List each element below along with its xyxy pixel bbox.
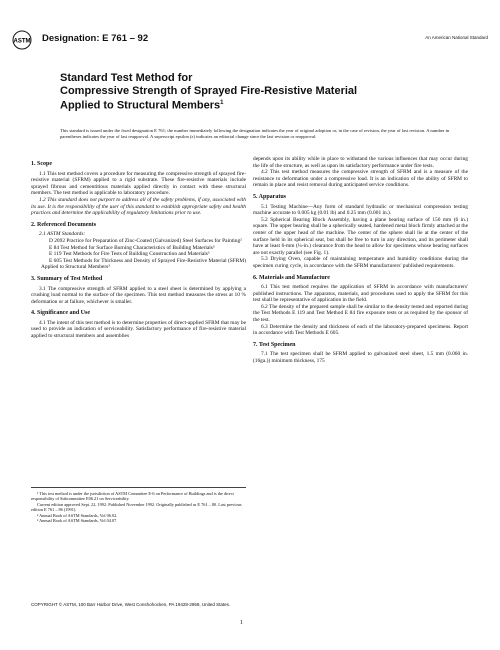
page-number: 1 — [240, 620, 243, 626]
document-title — [60, 72, 460, 112]
paragraph: 5.1 Testing Machine—Any form of standard hydraulic or mechanical compression testing machine accurate to 0.005 kg (0.01 lb) and 0.25 mm (0.001 in.). — [253, 203, 468, 217]
paragraph: 1.1 This test method covers a procedure for measuring the compressive strength of sprayed fire-resistive material (SFRM) applied to a rigid substrate. These fire-resistive materials include sprayed fibrous and cementitious materials applied directly in contact with these structural members. The test method is applicable to laboratory procedure. — [31, 170, 246, 197]
footnote: ² Annual Book of ASTM Standards, Vol 06.02. — [37, 512, 118, 518]
issuance-note: This standard is issued under the fixed designation E 761; the number immediately following the designation indicates the year of original adoption or, in the case of revision, the year of last revision. A number in parentheses indicates the year of last reapproval. A superscript epsilon (ε) indicates an editorial change since the last revision or reapproval. — [60, 128, 450, 139]
standard-org: An American National Standard — [425, 35, 488, 40]
left-column — [31, 156, 246, 340]
reference-item: E 605 Test Methods for Thickness and Density of Sprayed Fire-Resistive Material (SFRM) Applied to Structural Members³ — [41, 257, 246, 271]
section-scope-heading: 1. Scope — [31, 161, 52, 167]
document-header — [12, 30, 488, 50]
paragraph: 1.2 This standard does not purport to address all of the safety problems, if any, associated with its use. It is the responsibility of the user of this standard to establish appropriate safety and health practices and determine the applicability of regulatory limitations prior to use. — [31, 196, 246, 217]
section-specimen-heading: 7. Test Specimen — [253, 341, 296, 348]
reference-item: D 2092 Practice for Preparation of Zinc-Coated (Galvanized) Steel Surfaces for Painting² — [49, 237, 242, 244]
section-significance-heading: 4. Significance and Use — [31, 310, 91, 317]
title-line-2: Compressive Strength of Sprayed Fire-Resistive Material — [60, 84, 358, 97]
paragraph: 4.2 This test method measures the compressive strength of SFRM and is a measure of the resistance to deformation under a compressive load. It is an indication of the ability of SFRM to remain in place and resist removal during anticipated service conditions. — [253, 169, 468, 189]
footnotes — [31, 487, 246, 523]
title-line-1: Standard Test Method for — [60, 72, 193, 84]
paragraph: 6.1 This test method requires the application of SFRM in accordance with manufacturers' published instructions. The apparatus, materials, and procedures used to apply the SFRM for this test shall be representative of application in the field. — [253, 284, 468, 304]
copyright-footer: COPYRIGHT © ASTM, 100 Barr Harbor Drive, West Conshohocken, PA 19428-2959, United States. — [31, 602, 231, 607]
title-line-3: Applied to Structural Members$^1$ — [60, 99, 224, 112]
designation: Designation: E 761 – 92 — [42, 33, 149, 44]
svg-text:ASTM: ASTM — [13, 38, 31, 45]
paragraph: 2.1 ASTM Standards: — [39, 231, 86, 238]
section-apparatus-heading: 5. Apparatus — [253, 193, 287, 200]
section-materials-heading: 6. Materials and Manufacture — [253, 274, 330, 281]
paragraph: 7.1 The test specimen shall be SFRM applied to galvanized steel sheet, 1.5 mm (0.060 in. (16ga.)) minimum thickness, 175 — [253, 351, 468, 365]
footnote: ¹ This test method is under the jurisdiction of ASTM Committee E-6 on Performance of Buildings and is the direct responsibility of Subcommittee E06.21 on Serviceability. — [31, 491, 234, 502]
astm-logo-icon — [12, 30, 32, 50]
paragraph: 5.2 Spherical Bearing Block Assembly, having a plane bearing surface of 150 mm (6 in.) square. The upper bearing shall be a spherically seated, hardened metal block firmly attached at the center of the upper head of the machine. The center of the sphere shall lie at the center of the surface held in its spherical seat, but shall be free to turn in any direction, and its perimeter shall have at least 6-mm (¼-in.) clearance from the head to allow for specimens whose bearing surfaces are not exactly parallel (see Fig. 1). — [253, 216, 468, 256]
reference-item: E 84 Test Method for Surface Burning Characteristics of Building Materials³ — [49, 244, 215, 251]
section-summary-heading: 3. Summary of Test Method — [31, 275, 103, 282]
section-references-heading: 2. Referenced Documents — [31, 221, 97, 228]
footnote: Current edition approved Sept. 22, 1992. Published November 1992. Originally published as E 761 – 80. Last previous edition E 761 – 86 (1991). — [31, 501, 242, 513]
right-column — [253, 156, 468, 365]
paragraph: 4.1 The intent of this test method is to determine properties of direct-applied SFRM that may be used to provide an indication of serviceability. Satisfactory performance of fire-resistive material applied to structural members and assemblies — [31, 319, 246, 340]
paragraph: 6.2 The density of the prepared sample shall be similar to the density tested and reported during the Test Methods E 119 and Test Method E 84 fire exposure tests or as required by the sponsor of the test. — [253, 303, 468, 324]
reference-item: E 119 Test Methods for Fire Tests of Building Construction and Materials³ — [49, 251, 210, 258]
footnote: ³ Annual Book of ASTM Standards, Vol 04.07. — [37, 518, 118, 524]
paragraph: depends upon its ability while in place to withstand the various influences that may occur during the life of the structure, as well as upon its satisfactory performance under fire tests. — [253, 156, 468, 169]
paragraph: 6.3 Determine the density and thickness of each of the laboratory-prepared specimens. Report in accordance with Test Methods E 605. — [253, 323, 468, 337]
paragraph: 3.1 The compressive strength of SFRM applied to a steel sheet is determined by applying a crushing load normal to the surface of the specimen. This test method measures the stress at 10 % deformation or at failure, whichever is smaller. — [31, 285, 246, 305]
paragraph: 5.3 Drying Oven, capable of maintaining temperature and humidity conditions during the specimen curing cycle, in accordance with the SFRM manufacturers' published requirements. — [253, 256, 468, 269]
